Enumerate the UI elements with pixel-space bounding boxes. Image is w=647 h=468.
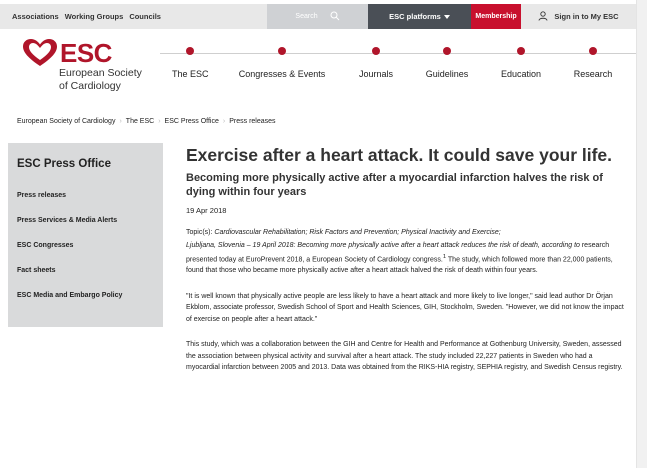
nav-dot	[278, 47, 286, 55]
sidebar-item-fact-sheets[interactable]: Fact sheets	[17, 267, 56, 274]
nav-item-congresses[interactable]	[238, 47, 326, 82]
article	[186, 145, 626, 374]
nav-item-research[interactable]	[572, 47, 614, 82]
breadcrumb-item-esc[interactable]: European Society of Cardiology	[17, 118, 116, 125]
esc-logo[interactable]	[22, 38, 152, 94]
nav-item-education[interactable]	[499, 47, 543, 82]
sign-in-link[interactable]	[521, 11, 636, 23]
nav-label: Journals	[358, 69, 394, 79]
article-lead-paragraph	[186, 240, 626, 277]
nav-label: Research	[573, 69, 613, 79]
nav-label: The ESC	[172, 69, 209, 79]
chevron-right-icon: ›	[119, 118, 122, 125]
nav-line	[160, 53, 636, 54]
article-date: 19 Apr 2018	[186, 206, 227, 215]
sidebar-item-embargo-policy[interactable]: ESC Media and Embargo Policy	[17, 292, 123, 299]
lead-tail: The study, which followed more than 22,000 patients, found that those who became more physically active after a heart attack halved the risk of death within four years.	[186, 255, 613, 275]
chevron-right-icon: ›	[222, 118, 226, 125]
topics-list[interactable]: Cardiovascular Rehabilitation; Risk Factors and Prevention; Physical Inactivity and Exercise;	[214, 229, 501, 236]
search-label: Search	[295, 13, 318, 20]
lead-italic: Ljubljana, Slovenia – 19 April 2018: Becoming more physically active after a heart attack reduces the risk of death, according to	[186, 242, 580, 249]
working-groups-link[interactable]: Working Groups	[64, 12, 124, 21]
nav-dot	[589, 47, 597, 55]
article-topics	[186, 227, 626, 239]
nav-dot	[443, 47, 451, 55]
sidebar-title: ESC Press Office	[17, 158, 111, 170]
sign-in-label: Sign in to My ESC	[554, 12, 619, 21]
logo-acronym: ESC	[60, 38, 112, 68]
esc-platforms-dropdown[interactable]	[368, 4, 471, 29]
breadcrumb-item-the-esc[interactable]: The ESC	[125, 118, 155, 125]
nav-dot	[372, 47, 380, 55]
councils-link[interactable]: Councils	[129, 12, 161, 21]
article-title: Exercise after a heart attack. It could save your life.	[186, 145, 613, 165]
logo-line-1: European Society	[59, 67, 142, 79]
nav-item-guidelines[interactable]	[425, 47, 469, 82]
page-scrollbar[interactable]	[636, 0, 647, 468]
sidebar-item-esc-congresses[interactable]: ESC Congresses	[17, 242, 74, 249]
search-box[interactable]	[267, 4, 368, 29]
heart-logo-icon	[22, 38, 58, 68]
breadcrumb-item-press-releases[interactable]: Press releases	[229, 118, 276, 125]
nav-label: Guidelines	[425, 69, 469, 79]
associations-link[interactable]: Associations	[12, 12, 59, 21]
breadcrumb-item-press-office[interactable]: ESC Press Office	[164, 118, 219, 125]
topics-label: Topic(s):	[186, 229, 213, 236]
article-subtitle: Becoming more physically active after a myocardial infarction halves the risk of dying within four years	[186, 172, 603, 198]
top-links	[0, 12, 267, 21]
nav-dot	[517, 47, 525, 55]
user-icon	[538, 11, 548, 23]
nav-label: Education	[500, 69, 542, 79]
breadcrumb	[17, 118, 276, 125]
nav-item-the-esc[interactable]	[172, 47, 208, 82]
esc-platforms-label: ESC platforms	[389, 12, 441, 21]
article-paragraph-3: This study, which was a collaboration between the GIH and Centre for Health and Performance at Gothenburg University, Sweden, assessed the association between physical activity and survival after a heart attack. The study included 22,227 patients in Sweden who had a myocardial infarction between 2005 and 2013. Data was obtained from the RIKS-HIA registry, SEPHIA registry, and Swedish Census registry.	[186, 341, 623, 372]
top-utility-bar	[0, 4, 636, 29]
nav-item-journals[interactable]	[357, 47, 395, 82]
lead-rest: research presented today at EuroPrevent 2018, a European Society of Cardiology congress.	[186, 242, 610, 263]
search-icon[interactable]	[330, 8, 340, 26]
logo-line-2: of Cardiology	[59, 80, 121, 92]
sidebar-item-press-services[interactable]: Press Services & Media Alerts	[17, 217, 118, 224]
nav-label: Congresses & Events	[238, 69, 326, 79]
footnote-ref[interactable]: 1	[442, 253, 447, 260]
chevron-down-icon	[444, 12, 450, 21]
article-paragraph-2: "It is well known that physically active people are less likely to have a heart attack and more likely to live longer," said lead author Dr Örjan Ekblom, associate professor, Swedish School of Sport and Health Sciences, GIH, Stockholm, Sweden. "However, we did not know the impact of exercise on people after a heart attack."	[186, 292, 624, 323]
sidebar-item-press-releases[interactable]: Press releases	[17, 192, 67, 199]
sidebar	[8, 143, 163, 327]
membership-button[interactable]: Membership	[471, 4, 521, 29]
nav-dot	[186, 47, 194, 55]
chevron-right-icon: ›	[158, 118, 161, 125]
